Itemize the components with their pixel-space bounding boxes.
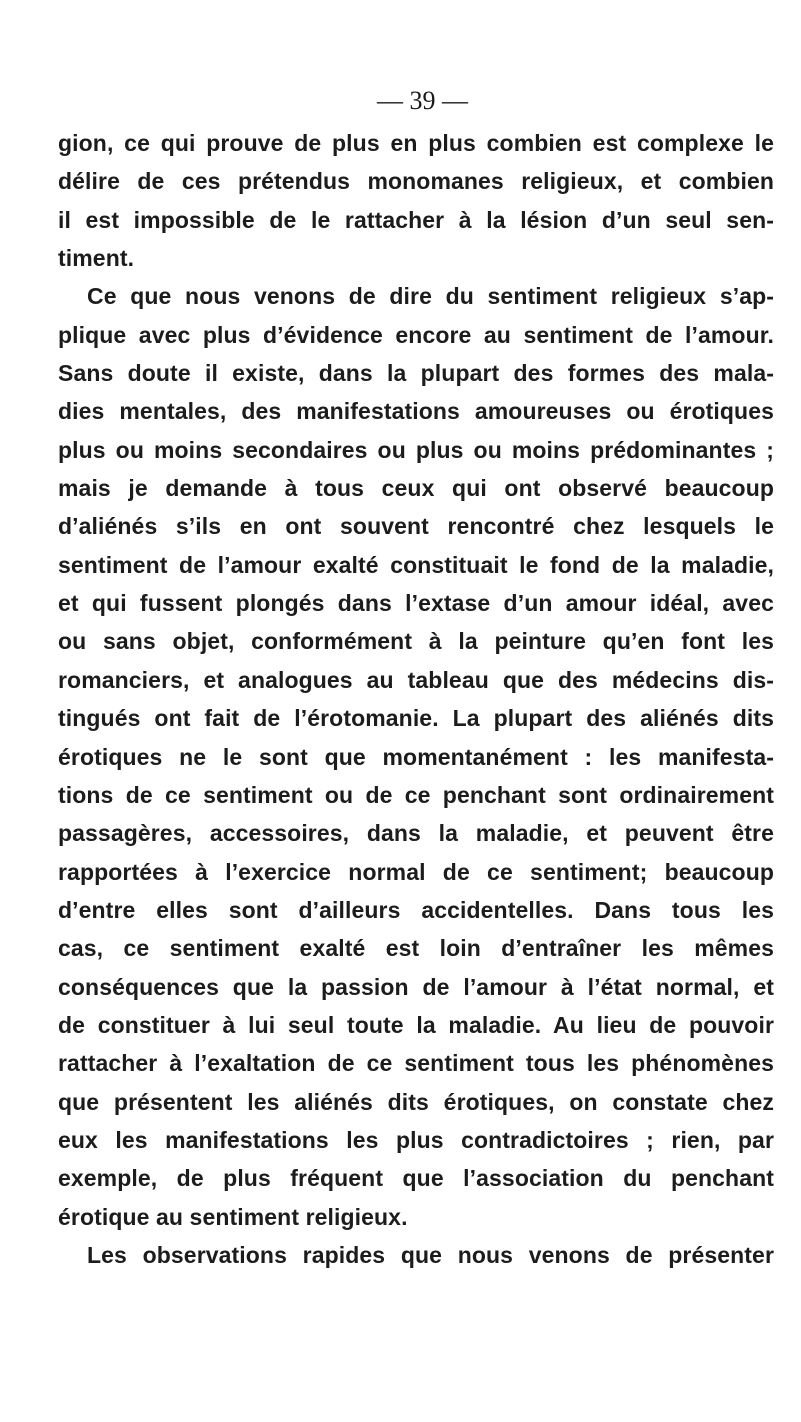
text-line: exemple, de plus fréquent que l’association du penchant bbox=[58, 1165, 774, 1192]
text-line: mais je demande à tous ceux qui ont observé beaucoup bbox=[58, 475, 774, 502]
text-line: cas, ce sentiment exalté est loin d’entraîner les mêmes bbox=[58, 935, 774, 962]
text-line: plus ou moins secondaires ou plus ou moins prédominantes ; bbox=[58, 436, 774, 463]
text-line: romanciers, et analogues au tableau que des médecins dis- bbox=[58, 666, 774, 693]
text-line: érotique au sentiment religieux. bbox=[58, 1203, 408, 1230]
text-line: il est impossible de le rattacher à la lésion d’un seul sen- bbox=[58, 206, 774, 233]
text-line: passagères, accessoires, dans la maladie, et peuvent être bbox=[58, 820, 774, 847]
text-line: Sans doute il existe, dans la plupart des formes des mala- bbox=[58, 360, 774, 387]
text-line: rattacher à l’exaltation de ce sentiment tous les phénomènes bbox=[58, 1050, 774, 1077]
text-line: de constituer à lui seul toute la maladie. Au lieu de pouvoir bbox=[58, 1011, 774, 1038]
text-line: d’aliénés s’ils en ont souvent rencontré chez lesquels le bbox=[58, 513, 774, 540]
page-number: — 39 — bbox=[377, 86, 468, 115]
text-line: plique avec plus d’évidence encore au sentiment de l’amour. bbox=[58, 321, 774, 348]
text-line: tions de ce sentiment ou de ce penchant sont ordinairement bbox=[58, 781, 774, 808]
text-line: dies mentales, des manifestations amoureuses ou érotiques bbox=[58, 398, 774, 425]
text-line: tingués ont fait de l’érotomanie. La plupart des aliénés dits bbox=[58, 705, 774, 732]
text-line: timent. bbox=[58, 245, 135, 272]
body-text bbox=[58, 124, 774, 1274]
text-line: ou sans objet, conformément à la peinture qu’en font les bbox=[58, 628, 774, 655]
text-line: que présentent les aliénés dits érotiques, on constate chez bbox=[58, 1088, 774, 1115]
text-line: érotiques ne le sont que momentanément : les manifesta- bbox=[58, 743, 774, 770]
text-line: délire de ces prétendus monomanes religieux, et combien bbox=[58, 168, 774, 195]
text-line: rapportées à l’exercice normal de ce sentiment; beaucoup bbox=[58, 858, 774, 885]
text-line: Ce que nous venons de dire du sentiment religieux s’ap- bbox=[87, 283, 774, 310]
text-line: Les observations rapides que nous venons de présenter bbox=[87, 1241, 774, 1268]
text-line: gion, ce qui prouve de plus en plus combien est complexe le bbox=[58, 130, 774, 156]
text-line: eux les manifestations les plus contradictoires ; rien, par bbox=[58, 1126, 774, 1153]
text-line: d’entre elles sont d’ailleurs accidentelles. Dans tous les bbox=[58, 896, 774, 923]
text-line: sentiment de l’amour exalté constituait le fond de la maladie, bbox=[58, 551, 774, 578]
text-line: conséquences que la passion de l’amour à l’état normal, et bbox=[58, 973, 774, 1000]
text-line: et qui fussent plongés dans l’extase d’un amour idéal, avec bbox=[58, 590, 774, 617]
